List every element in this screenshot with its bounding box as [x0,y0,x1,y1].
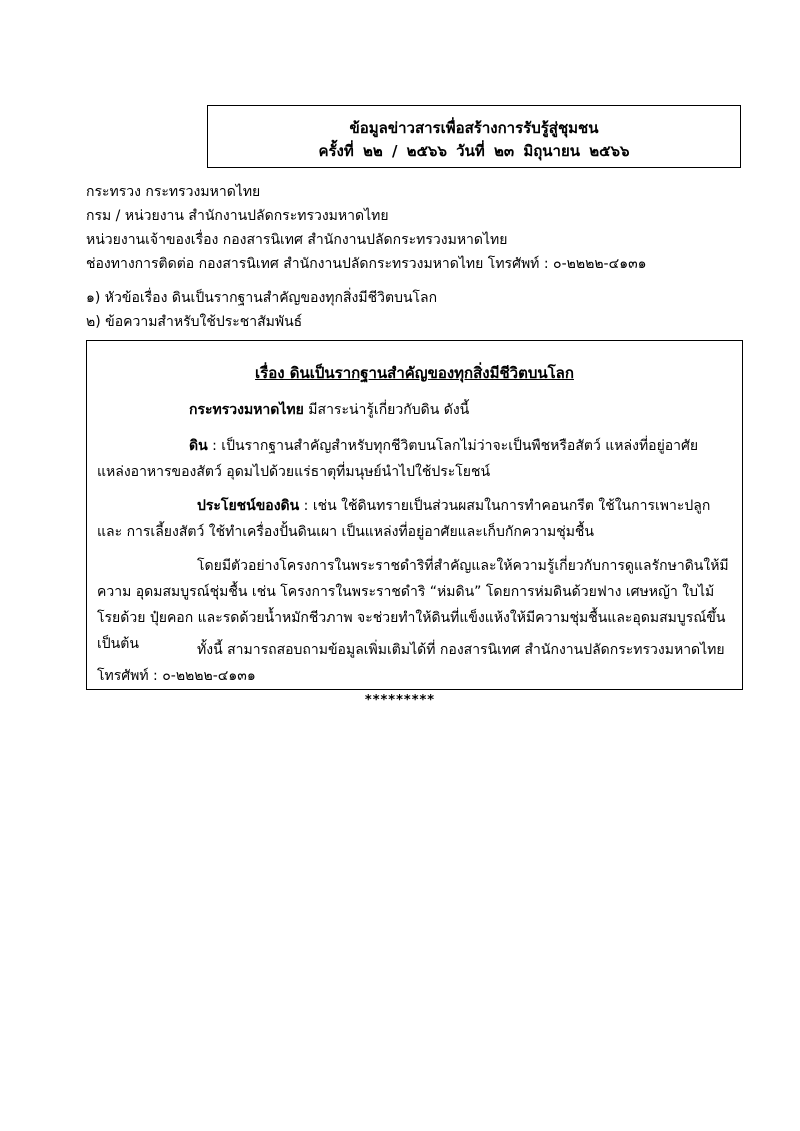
soil-paragraph [97,433,732,485]
meta-pr-text: ๒) ข้อความสำหรับใช้ประชาสัมพันธ์ [86,314,303,330]
intro-bold: กระทรวงมหาดไทย [189,402,304,418]
header-title: ข้อมูลข่าวสารเพื่อสร้างการรับรู้สู่ชุมชน [349,119,599,137]
intro-rest: มีสาระน่ารู้เกี่ยวกับดิน ดังนี้ [303,402,470,418]
meta-topic: ๑) หัวข้อเรื่อง ดินเป็นรากฐานสำคัญของทุกสิ่งมีชีวิตบนโลก [86,290,438,306]
end-stars: ********* [364,693,436,708]
content-box [86,340,743,690]
soil-rest: : เป็นรากฐานสำคัญสำหรับทุกชีวิตบนโลกไม่ว่าจะเป็นพืชหรือสัตว์ แหล่งที่อยู่อาศัย แหล่งอาหารของสัตว์ อุดมไปด้วยแร่ธาตุที่มนุษย์นำไปใช้ประโยชน์ [97,438,699,480]
content-title: เรื่อง ดินเป็นรากฐานสำคัญของทุกสิ่งมีชีวิตบนโลก [255,364,574,382]
royal-project-paragraph: โดยมีตัวอย่างโครงการในพระราชดำริที่สำคัญและให้ความรู้เกี่ยวกับการดูแลรักษาดินให้มีความ อุดมสมบูรณ์ชุ่มชื้น เช่น โครงการในพระราชดำริ “ห่มดิน” โดยการห่มดินด้วยฟาง เศษหญ้า ใบไม้ โรยด้วย ปุ๋ยคอก และรดด้วยน้ำหมักชีวภาพ จะช่วยทำให้ดินที่แข็งแห้งให้มีความชุ่มชื้นและอุดมสมบูรณ์ขึ้น เป็นต้น [97,558,729,652]
benefit-bold: ประโยชน์ของดิน [197,498,300,514]
soil-bold: ดิน [189,438,208,454]
intro-paragraph [97,397,732,423]
closing-paragraph: ทั้งนี้ สามารถสอบถามข้อมูลเพิ่มเติมได้ที่ กองสารนิเทศ สำนักงานปลัดกระทรวงมหาดไทย โทรศัพท์ : ๐-๒๒๒๒-๔๑๓๑ [97,642,725,684]
header-box [207,105,741,168]
meta-ministry: กระทรวง กระทรวงมหาดไทย [86,184,261,200]
meta-department: กรม / หน่วยงาน สำนักงานปลัดกระทรวงมหาดไทย [86,208,389,224]
meta-contact: ช่องทางการติดต่อ กองสารนิเทศ สำนักงานปลัดกระทรวงมหาดไทย โทรศัพท์ : ๐-๒๒๒๒-๔๑๓๑ [86,256,647,272]
benefit-paragraph [97,493,732,545]
meta-owner-unit: หน่วยงานเจ้าของเรื่อง กองสารนิเทศ สำนักงานปลัดกระทรวงมหาดไทย [86,232,508,248]
header-issue: ครั้งที่ ๒๒ / ๒๕๖๖ วันที่ ๒๓ มิถุนายน ๒๕๖๖ [318,142,630,160]
benefit-rest: : เช่น ใช้ดินทรายเป็นส่วนผสมในการทำคอนกรีต ใช้ในการเพาะปลูกและ การเลี้ยงสัตว์ ใช้ทำเครื่องปั้นดินเผา เป็นแหล่งที่อยู่อาศัยและเก็บกักความชุ่มชื้น [97,498,711,540]
